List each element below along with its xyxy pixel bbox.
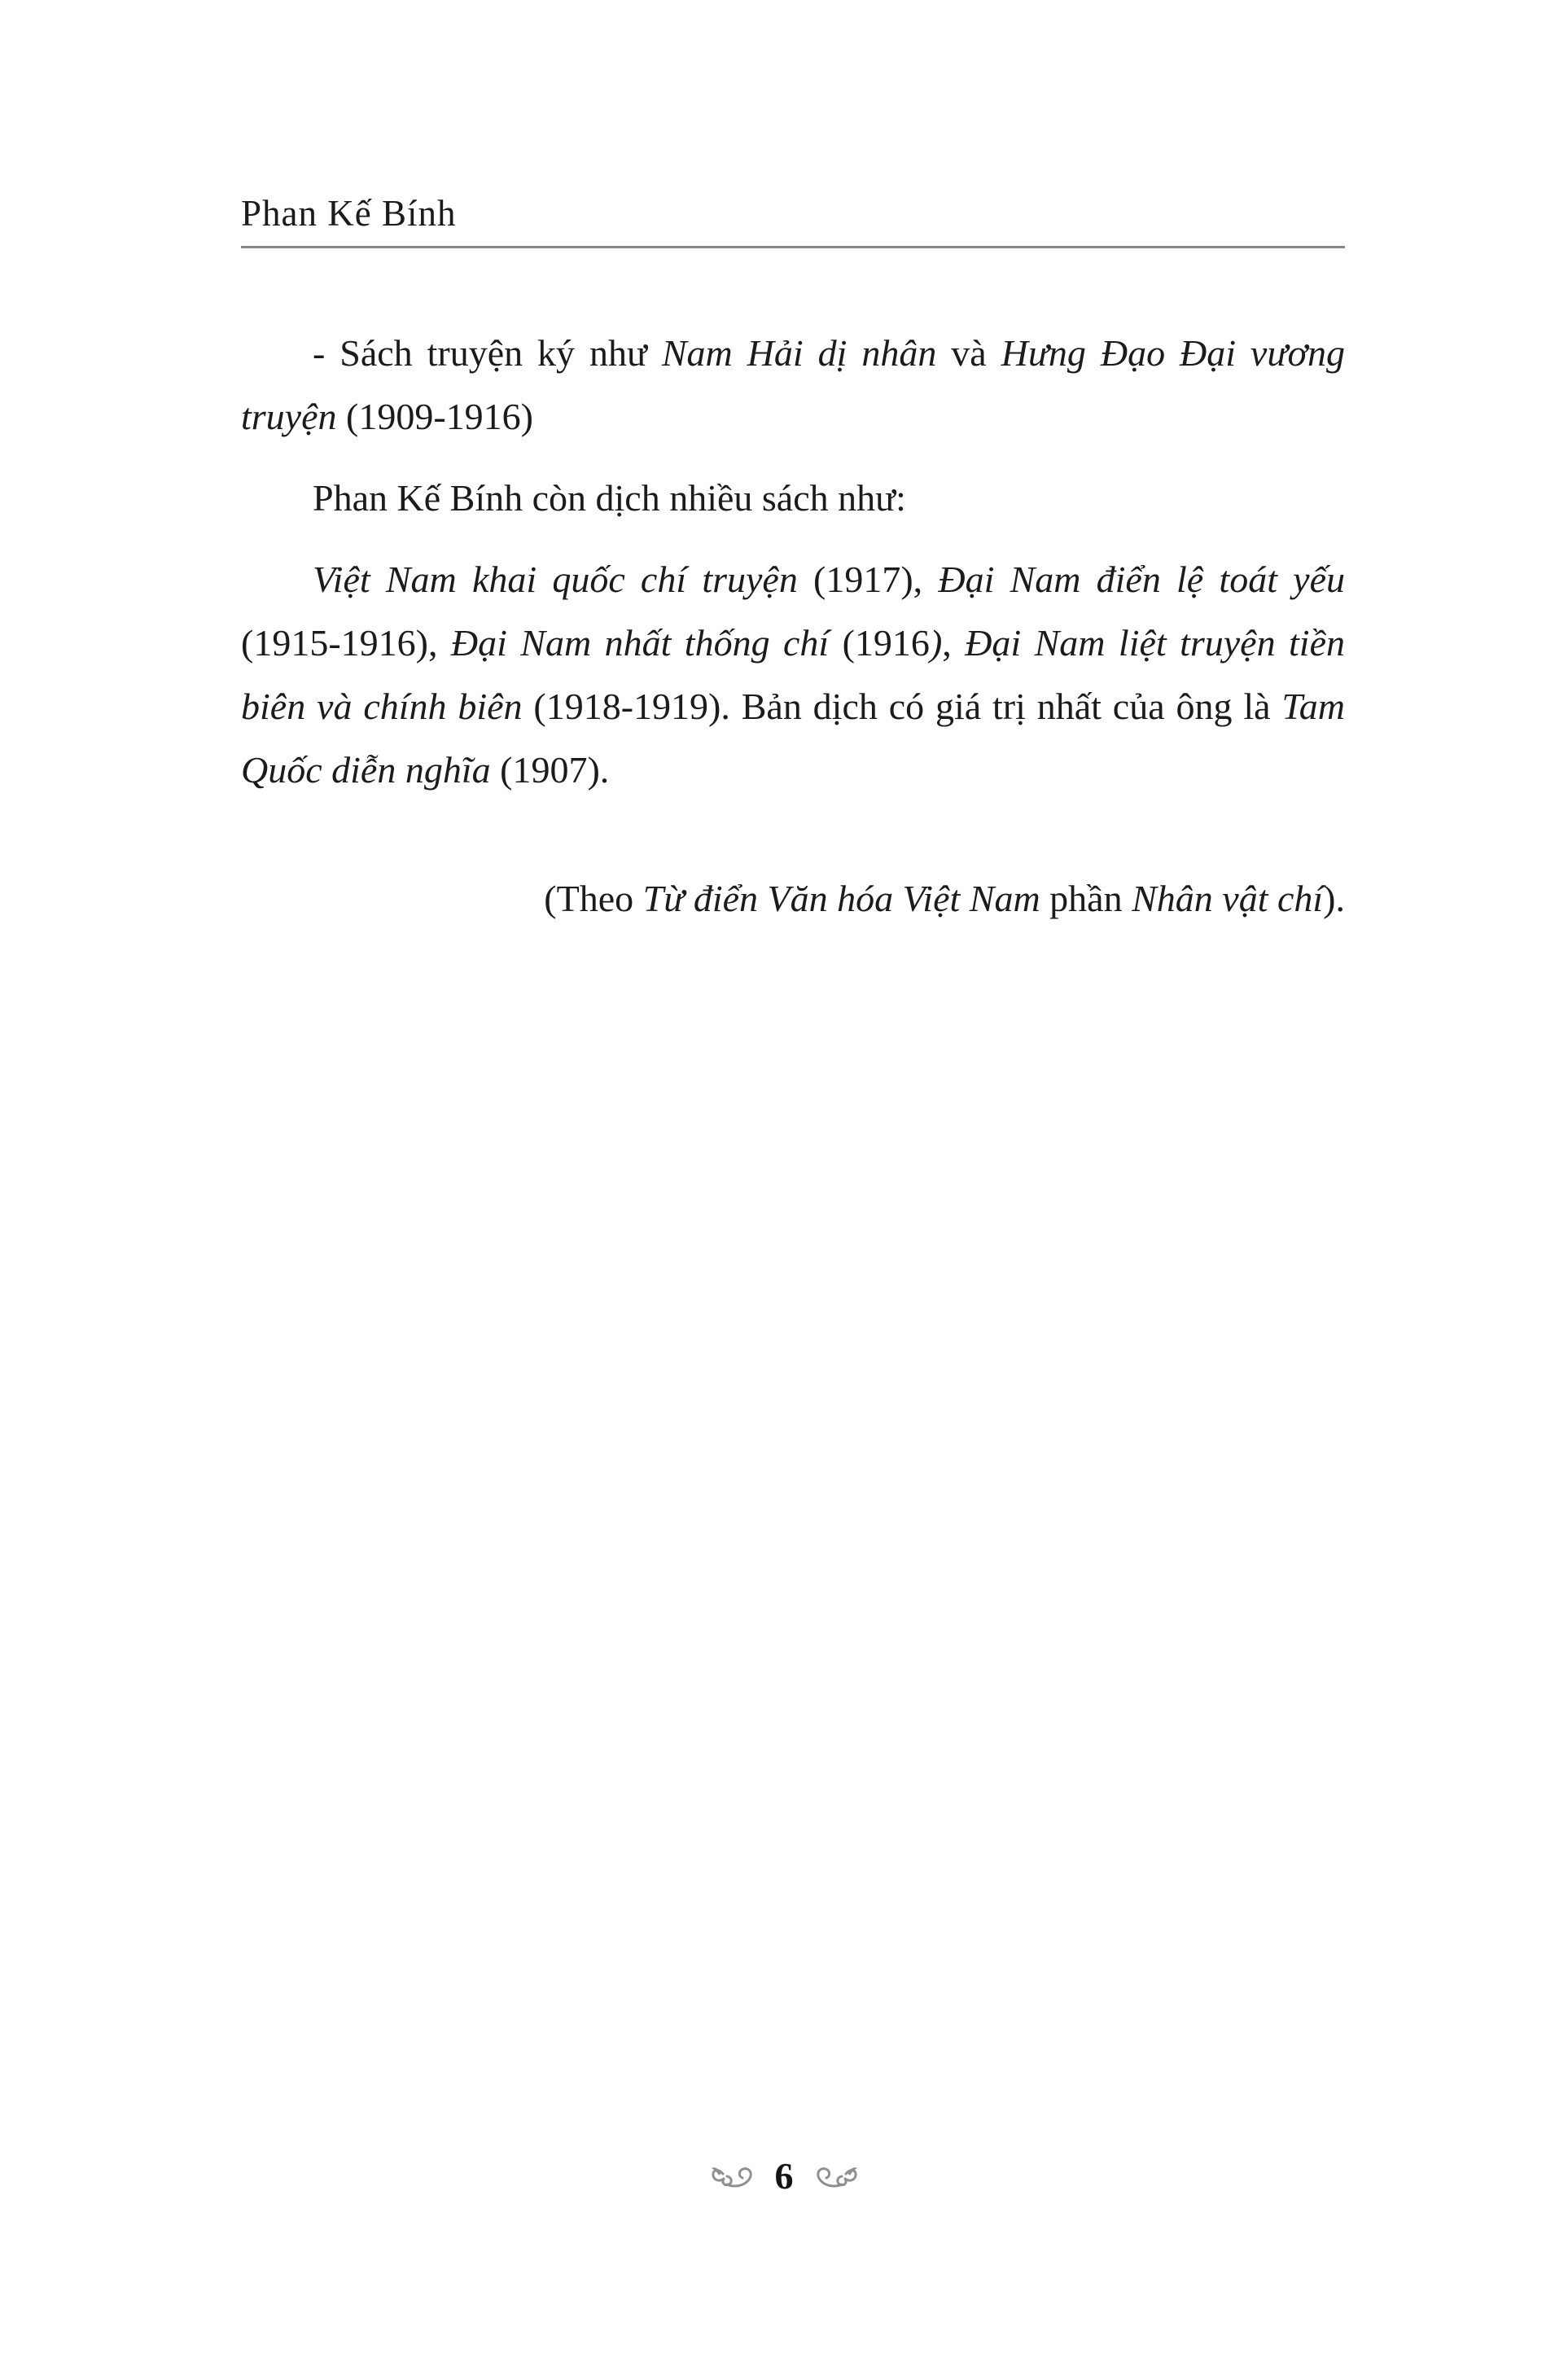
text-segment: - Sách truyện ký như bbox=[313, 332, 662, 374]
page-header bbox=[241, 0, 1345, 248]
italic-title-segment: Đại Nam nhất thống chí bbox=[450, 622, 830, 664]
italic-title-segment: Tam Quốc diễn nghĩa bbox=[241, 686, 1345, 791]
text-segment: (Theo bbox=[544, 878, 643, 919]
italic-title-segment: ) bbox=[929, 622, 943, 664]
page-number: 6 bbox=[774, 2155, 794, 2197]
italic-title-segment: Đại Nam liệt truyện tiền biên và chính biên bbox=[241, 622, 1345, 727]
text-segment: (1918-1919). Bản dịch có giá trị nhất của ông là bbox=[522, 686, 1282, 727]
italic-title-segment: Nhân vật chí bbox=[1132, 878, 1324, 919]
text-segment: (1915-1916), bbox=[241, 622, 451, 664]
attribution-line bbox=[241, 867, 1345, 931]
paragraph-translations-detail bbox=[241, 548, 1345, 802]
text-segment: (1916 bbox=[829, 622, 930, 664]
text-segment: (1917), bbox=[797, 559, 939, 600]
paragraph-works-list bbox=[241, 322, 1345, 449]
page-body bbox=[241, 322, 1345, 931]
fleuron-left-icon bbox=[712, 2163, 754, 2189]
header-rule bbox=[241, 246, 1345, 248]
running-head: Phan Kế Bính bbox=[241, 193, 457, 234]
text-segment: ). bbox=[1323, 878, 1345, 919]
italic-title-segment: Nam Hải dị nhân bbox=[661, 332, 937, 374]
italic-title-segment: Đại Nam điển lệ toát yếu bbox=[938, 559, 1345, 600]
text-segment: (1907). bbox=[490, 749, 610, 791]
text-segment: Phan Kế Bính còn dịch nhiều sách như: bbox=[313, 477, 906, 519]
text-segment: , bbox=[942, 622, 966, 664]
text-segment: và bbox=[936, 332, 1001, 374]
paragraph-intro-translations bbox=[241, 467, 1345, 530]
italic-title-segment: Hưng Đạo Đại vương truyện bbox=[241, 332, 1345, 437]
page-footer bbox=[0, 2155, 1568, 2197]
text-segment: phần bbox=[1040, 878, 1132, 919]
fleuron-right-icon bbox=[815, 2163, 857, 2189]
text-segment: (1909-1916) bbox=[336, 396, 533, 437]
italic-title-segment: Việt Nam khai quốc chí truyện bbox=[313, 559, 798, 600]
italic-title-segment: Từ điển Văn hóa Việt Nam bbox=[642, 878, 1040, 919]
